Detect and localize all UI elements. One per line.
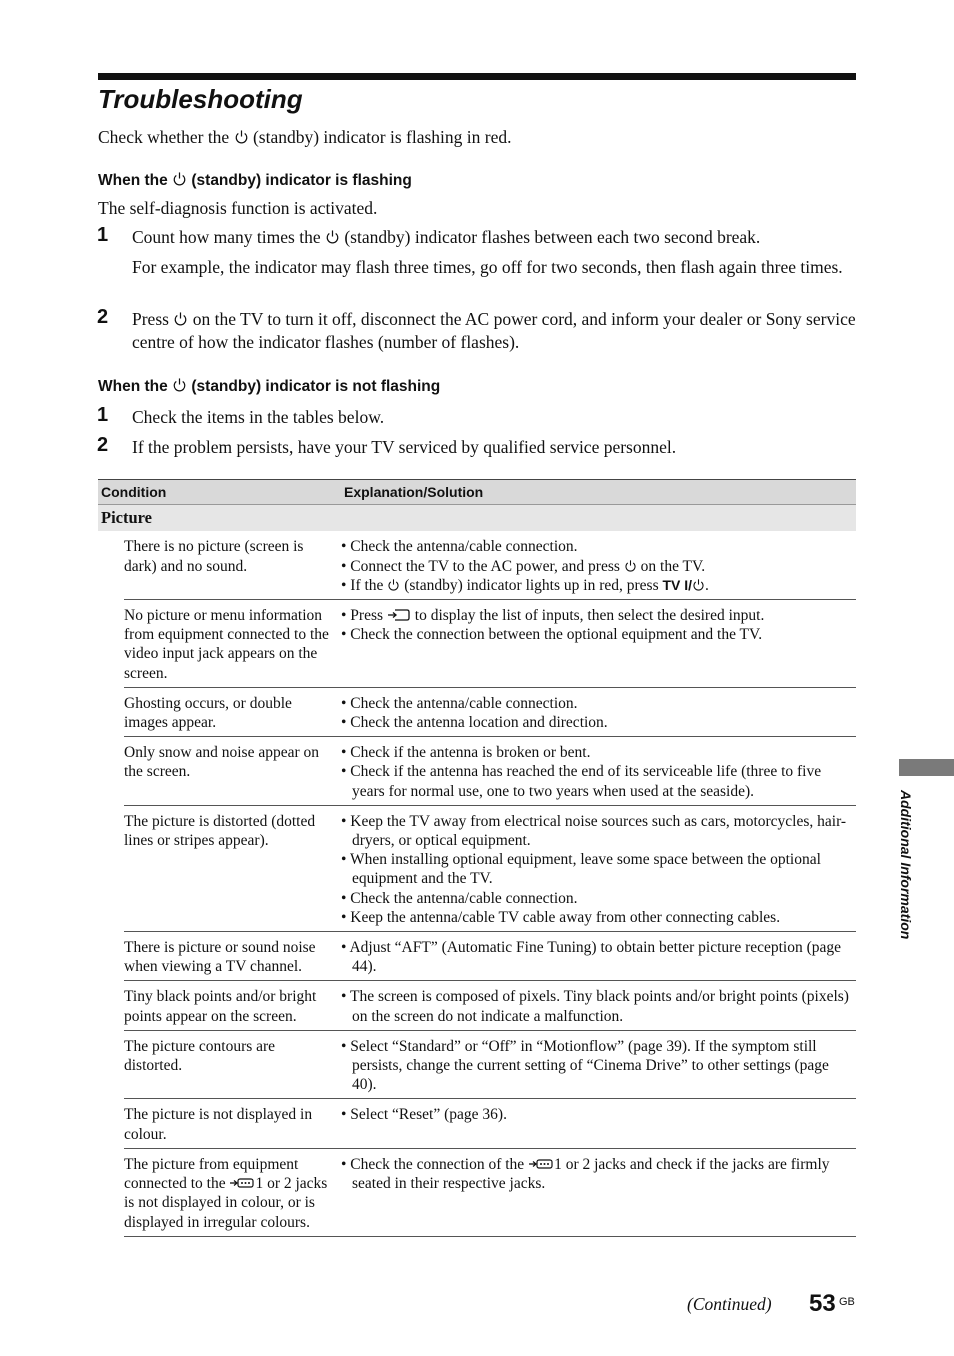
condition-cell: The picture contours are distorted. (124, 1030, 341, 1099)
solution-cell: • Check the connection of the 1 or 2 jacks and check if the jacks are firmly seated in their respective jacks. (341, 1148, 856, 1236)
section-row (98, 505, 856, 532)
solution-cell: • Check if the antenna is broken or bent. • Check if the antenna has reached the end of its serviceable life (three to five years for normal use, one to two years when used at the seaside). (341, 737, 856, 806)
section-title: Picture (98, 505, 856, 532)
table-row (98, 600, 856, 688)
page-suffix: GB (839, 1296, 855, 1308)
page-number: 53 (809, 1290, 836, 1317)
table-row (98, 687, 856, 736)
table-row (98, 737, 856, 806)
solution-cell: • Keep the TV away from electrical noise sources such as cars, motorcycles, hair-dryers, or optical equipment. • When installing optional equipment, leave some space between the optional equipment and the TV. • Check the antenna/cable connection. • Keep the antenna/cable TV cable away from other connecting cables. (341, 805, 856, 931)
power-icon (172, 377, 187, 393)
step-note: For example, the indicator may flash three times, go off for two seconds, then flash again three times. (132, 257, 843, 277)
table-row (98, 805, 856, 931)
power-icon (692, 578, 705, 592)
component-video-jack-icon (229, 1176, 255, 1190)
title-rule (98, 73, 856, 80)
solution-cell: • The screen is composed of pixels. Tiny black points and/or bright points (pixels) on the screen do not indicate a malfunction. (341, 981, 856, 1030)
page-title: Troubleshooting (98, 84, 303, 114)
solution-cell: • Check the antenna/cable connection. • Connect the TV to the AC power, and press on the TV. • If the (standby) indicator lights up in red, press TV I/ . (341, 531, 856, 599)
condition-cell: The picture is not displayed in colour. (124, 1099, 341, 1148)
step-text: Check the items in the tables below. (132, 407, 385, 427)
table-row (98, 1148, 856, 1236)
condition-cell: Only snow and noise appear on the screen. (124, 737, 341, 806)
solution-cell: • Press to display the list of inputs, then select the desired input. • Check the connection between the optional equipment and the TV. (341, 600, 856, 688)
table-row (98, 981, 856, 1030)
solution-cell: • Check the antenna/cable connection. • Check the antenna location and direction. (341, 687, 856, 736)
table-row (98, 932, 856, 981)
input-select-icon (387, 608, 411, 622)
step-text: If the problem persists, have your TV serviced by qualified service personnel. (132, 437, 677, 457)
condition-cell: There is no picture (screen is dark) and no sound. (124, 531, 341, 599)
condition-cell: No picture or menu information from equipment connected to the video input jack appears on the screen. (124, 600, 341, 688)
side-section-label: Additional Information (898, 790, 914, 940)
self-diagnosis-text: The self-diagnosis function is activated. (98, 198, 378, 218)
condition-cell: The picture is distorted (dotted lines or stripes appear). (124, 805, 341, 931)
condition-cell: Tiny black points and/or bright points appear on the screen. (124, 981, 341, 1030)
condition-cell: Ghosting occurs, or double images appear. (124, 687, 341, 736)
flashing-heading: When the (standby) indicator is flashing (98, 172, 412, 189)
intro-text: Check whether the (standby) indicator is flashing in red. (98, 127, 512, 147)
power-icon (325, 229, 340, 245)
step-number: 2 (97, 306, 109, 328)
power-icon (387, 578, 400, 592)
column-header-condition: Condition (98, 480, 341, 505)
table-row (98, 1030, 856, 1099)
power-icon (624, 559, 637, 573)
component-video-jack-icon (528, 1157, 554, 1171)
table-row (98, 1099, 856, 1148)
step-number: 1 (97, 224, 109, 246)
solution-cell: • Select “Standard” or “Off” in “Motionflow” (page 39). If the symptom still persists, change the current setting of “Cinema Drive” to other settings (page 40). (341, 1030, 856, 1099)
step-text: Press on the TV to turn it off, disconnect the AC power cord, and inform your dealer or Sony service centre of how the indicator flashes (number of flashes). (132, 309, 856, 352)
power-icon (234, 129, 249, 145)
power-icon (173, 311, 188, 327)
solution-cell: • Adjust “AFT” (Automatic Fine Tuning) to obtain better picture reception (page 44). (341, 932, 856, 981)
troubleshooting-table (98, 479, 856, 1237)
tv-power-key: TV I/ (662, 576, 693, 593)
table-row (98, 531, 856, 599)
step-number: 1 (97, 404, 109, 426)
condition-cell: The picture from equipment connected to the 1 or 2 jacks is not displayed in colour, or is displayed in irregular colours. (124, 1148, 341, 1236)
step-text: Count how many times the (standby) indicator flashes between each two second break. (132, 227, 761, 247)
power-icon (172, 171, 187, 187)
step-number: 2 (97, 434, 109, 456)
condition-cell: There is picture or sound noise when viewing a TV channel. (124, 932, 341, 981)
not-flashing-heading: When the (standby) indicator is not flashing (98, 378, 441, 395)
table-header-row (98, 480, 856, 505)
column-header-solution: Explanation/Solution (341, 480, 856, 505)
section-tab-marker (899, 759, 954, 776)
continued-label: (Continued) (687, 1294, 772, 1314)
solution-cell: • Select “Reset” (page 36). (341, 1099, 856, 1148)
